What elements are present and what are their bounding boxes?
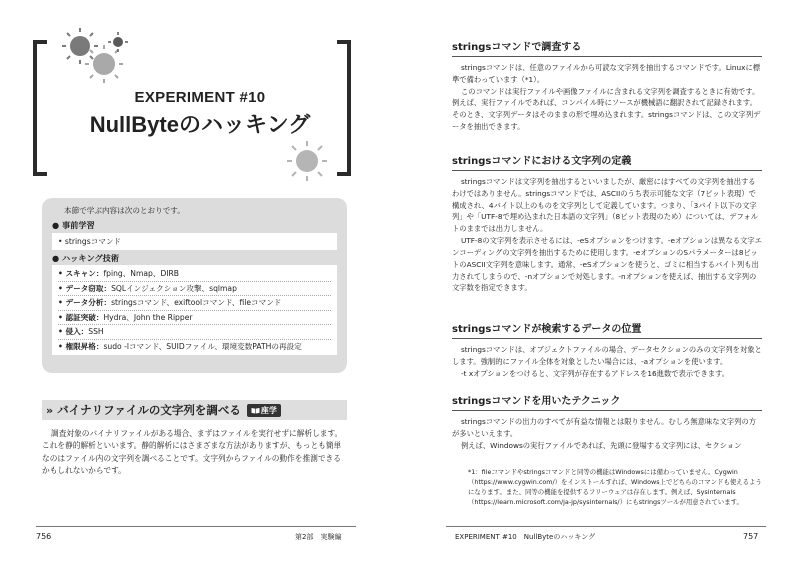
tech-label: • 侵入： <box>58 327 89 337</box>
section-heading: stringsコマンドで調査する <box>452 38 762 57</box>
body-paragraph: UTF-8の文字列を表示させるには、-eSオプションをつけます。-eオプションは異なる文字エンコーディングの文字列を抽出するために使用します。-eオプションのSパラメーターは8ビットのASCII文字列を意味します。通常、-eSオプションを使うと、ゴミに相当するバイト列も出力されてしまうので、-nオプションで対処します。-nオプションを使えば、抽出する文字列の文字数を指定できます。 <box>452 236 762 293</box>
body-paragraph: stringsコマンドの出力のすべてが有益な情報とは限りません。むしろ無意味な文字列の方が多いといえます。 <box>452 417 757 438</box>
section <box>452 38 762 133</box>
tech-label: • スキャン： <box>58 269 104 279</box>
tech-title: ● ハッキング技術 <box>52 253 120 264</box>
tech-text: SQLインジェクション攻撃、sqlmap <box>111 283 237 293</box>
tech-label: • 認証突破： <box>58 312 104 322</box>
section-title: バイナリファイルの文字列を調べる <box>57 403 241 417</box>
list-item <box>58 340 331 353</box>
tech-label: • データ窃取： <box>58 283 112 293</box>
section <box>452 392 762 451</box>
section <box>452 152 762 294</box>
lecture-badge <box>247 404 281 417</box>
prereq-text: • stringsコマンド <box>58 236 122 246</box>
list-item <box>58 296 331 310</box>
tech-text: SSH <box>88 327 104 337</box>
body-paragraph: -t xオプションをつけると、文字列が存在するアドレスを16進数で表示できます。 <box>461 368 730 378</box>
body-paragraph: 調査対象のバイナリファイルがある場合、まずはファイルを実行せずに解析します。これを静的解析といいます。静的解析にはさまざまな方法がありますが、もっとも簡単なのはファイル内の文字列を調べることです。文字列からファイルの動作を推測できるかもしれないからです。 <box>42 429 343 476</box>
body-paragraph: 例えば、Windowsの実行ファイルであれば、先頭に登場する文字列には、セクション <box>461 440 742 450</box>
footer-rule <box>36 526 356 527</box>
prereq-list <box>52 233 337 250</box>
list-item <box>58 311 331 325</box>
experiment-title: NullByteのハッキング <box>89 112 311 137</box>
list-item <box>58 282 331 296</box>
badge-label: 座学 <box>260 405 277 415</box>
virus-icon <box>60 28 130 88</box>
tech-text: fping、Nmap、DIRB <box>103 269 180 279</box>
list-item <box>58 325 331 339</box>
title-bracket-left <box>33 40 47 176</box>
body-paragraph: stringsコマンドは文字列を抽出するといいましたが、厳密にはすべての文字列を抽出するわけではありません。stringsコマンドでは、ASCIIのうち表示可能な文字（7ビット表現）で構成され、4バイト以上のものを文字列として定義しています。つまり、「3バイト以下の文字列」や「UTF-8で埋め込まれた日本語の文字列」（8ビット表現のため）については、デフォルトのままでは出力しません。 <box>452 177 759 234</box>
experiment-label: EXPERIMENT #10 <box>134 89 266 106</box>
tech-text: Hydra、John the Ripper <box>103 312 193 322</box>
footnote: *1：fileコマンドやstringsコマンドと同等の機能はWindowsには備わっていません。Cygwin（https://www.cygwin.com/）をインストールすれば、Windows上でどちらのコマンドも使えるようになります。また、同等の機能を提供するフリーウェアは存在します。例えば、Sysinternals（https://learn.microsoft.com/ja-jp/sysinternals/）にもstringsツールが用意されています。 <box>468 468 762 506</box>
tech-text: sudo -lコマンド、SUIDファイル、環境変数PATHの再設定 <box>103 341 302 351</box>
tech-label: • 権限昇格： <box>58 341 104 351</box>
prereq-title: ● 事前学習 <box>52 220 95 231</box>
tech-text: stringsコマンド、exiftoolコマンド、fileコマンド <box>111 298 282 308</box>
body-paragraph: stringsコマンドは、任意のファイルから可読な文字列を抽出するコマンドです。Linuxに標準で備わっています（*1）。 <box>452 63 761 84</box>
section-heading: stringsコマンドが検索するデータの位置 <box>452 320 762 339</box>
list-item <box>58 267 331 281</box>
book-icon <box>251 407 260 414</box>
section <box>452 320 762 379</box>
virus-icon <box>284 138 330 184</box>
tech-list <box>52 265 337 355</box>
tech-label: • データ分析： <box>58 298 112 308</box>
body-paragraph: stringsコマンドは、オブジェクトファイルの場合、データセクションのみの文字列を対象とします。強制的にファイル全体を対象としたい場合には、-aオプションを使います。 <box>452 345 762 366</box>
chevron-right-icon: » <box>46 403 54 417</box>
page-number: 756 <box>36 532 52 541</box>
section-heading: stringsコマンドを用いたテクニック <box>452 392 762 411</box>
section-heading <box>42 400 347 420</box>
page-number: 757 <box>743 532 759 541</box>
summary-box <box>42 198 347 373</box>
list-item <box>58 235 331 248</box>
running-head: 第2部 実験編 <box>295 533 342 541</box>
body-paragraph: このコマンドは実行ファイルや画像ファイルに含まれる文字列を調査するときに有効です。例えば、実行ファイルであれば、コンパイル時にソースが機械語に翻訳されて記録されます。そのとき、文字列データはそのままの形で埋め込まれます。stringsコマンドは、この文字列データを抽出できます。 <box>452 86 761 132</box>
summary-intro: 本節で学ぶ内容は次のとおりです。 <box>64 206 185 215</box>
running-head: EXPERIMENT #10 NullByteのハッキング <box>455 533 596 541</box>
footer-rule <box>446 526 766 527</box>
section-heading: stringsコマンドにおける文字列の定義 <box>452 152 762 171</box>
